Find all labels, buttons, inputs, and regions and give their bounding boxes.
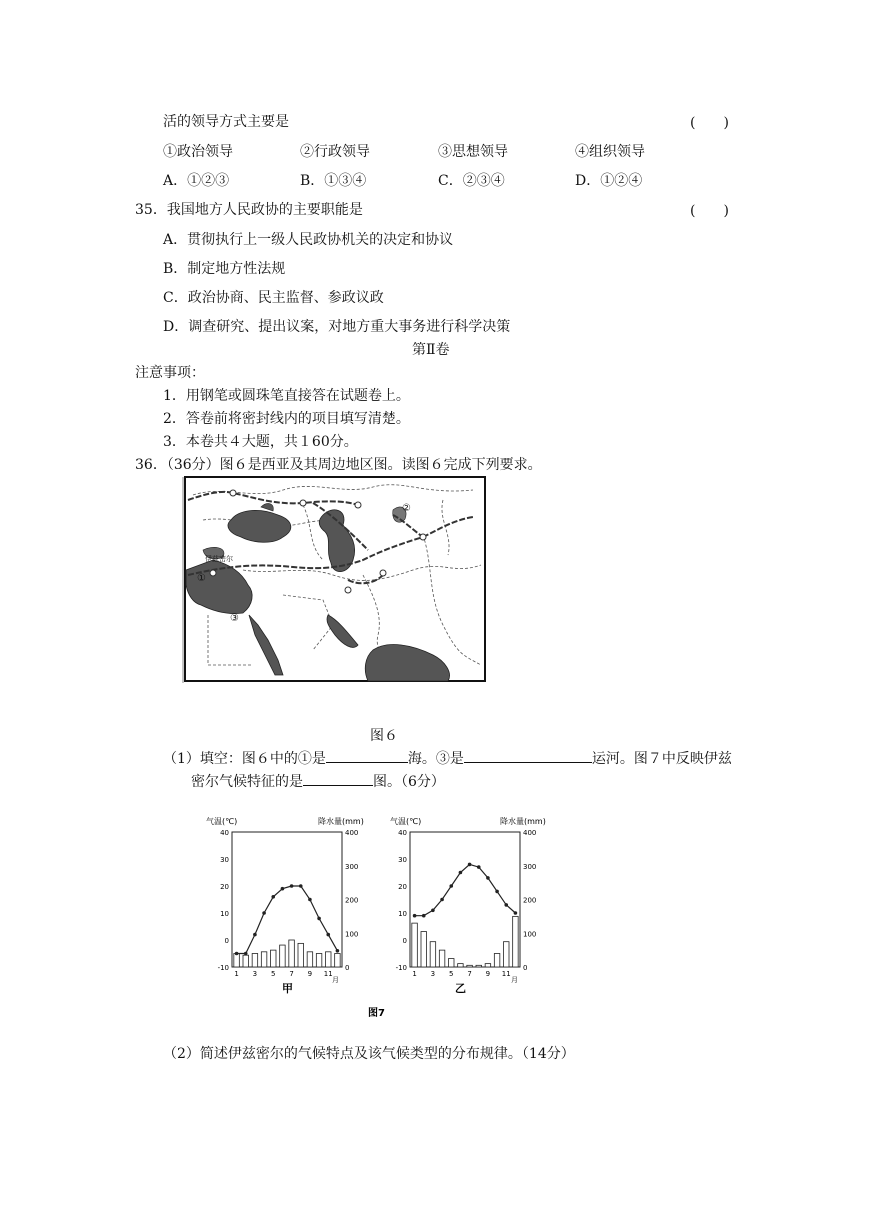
yi-title: 乙 [455,982,466,995]
yi-precip-bar [504,942,510,967]
yi-temperature-point [459,871,463,875]
jia-precip-bar [234,954,240,968]
q34-option-a: A．①②③ [163,173,230,189]
notes-title: 注意事项： [135,365,205,381]
q36-sub1-text-b: 海。③是 [407,751,464,767]
yi-temperature-point [477,865,481,869]
yi-precip-bar [439,950,445,967]
jia-precip-bar [261,952,266,967]
q35-stem: 35．我国地方人民政协的主要职能是 [135,202,363,218]
q34-option-b: B．①③④ [300,173,367,189]
yi-temp-tick-label: 40 [398,829,407,837]
yi-precip-tick-label: 0 [523,964,528,972]
q34-answer-paren: ( ) [690,115,729,131]
q35-option-a: A．贯彻执行上一级人民政协机关的决定和协议 [163,232,454,248]
q35-answer-paren: ( ) [690,203,729,219]
label-circle-3: ③ [230,613,239,624]
jia-temperature-point [235,952,239,956]
yi-month-tick-label: 5 [449,970,454,978]
yi-temperature-point [449,884,453,888]
jia-temperature-point [317,917,321,921]
q34-option-c: C．②③④ [438,173,505,189]
jia-precip-bar [243,955,249,967]
fig7-caption: 图7 [368,1008,385,1019]
yi-precip-bar [513,916,519,967]
yi-precip-bar [412,923,418,967]
q36-sub1-text-e: 图。（6分） [373,774,445,790]
yi-temp-tick-label: 30 [398,856,407,864]
jia-temperature-point [271,895,275,899]
yi-precip-bar [485,964,491,967]
jia-ylabel-right: 降水量(mm) [318,817,364,826]
yi-precip-bar [467,965,473,967]
yi-precip-bar [449,959,455,967]
jia-temperature-line [237,886,338,954]
jia-month-tick-label: 3 [252,970,258,978]
jia-precip-tick-label: 0 [345,964,350,972]
yi-precip-bar [430,942,436,967]
yi-month-tick-label: 9 [485,970,491,978]
q36-sub1-text-c: 运河。图７中反映伊兹 [591,751,732,767]
yi-month-tick-label: 3 [430,970,436,978]
jia-temperature-point [253,933,257,937]
jia-precip-bar [326,952,332,967]
q36-sub1-line1 [163,748,732,769]
jia-temp-tick-label: 20 [220,883,229,891]
yi-temperature-point [413,914,417,918]
jia-month-tick-label: 5 [271,970,276,978]
q34-item-3: ③思想领导 [438,144,508,160]
jia-temperature-point [299,884,303,888]
jia-temperature-point [281,887,285,891]
yi-temp-tick-label: -10 [395,964,407,972]
q34-item-1: ①政治领导 [163,144,233,160]
jia-temperature-point [336,949,340,953]
q36-stem: 36．（36分）图６是西亚及其周边地区图。读图６完成下列要求。 [135,457,542,473]
yi-xlabel: 月 [511,976,518,984]
jia-temp-tick-label: 30 [220,856,229,864]
yi-precip-tick-label: 400 [523,829,537,837]
chart-jia [206,816,364,995]
yi-precip-tick-label: 200 [523,896,537,905]
climate-charts [200,812,546,1027]
yi-precip-bar [421,932,427,967]
yi-temperature-point [431,909,435,913]
jia-precip-bar [289,940,295,967]
note-item-1: 1．用钢笔或圆珠笔直接答在试题卷上。 [163,388,410,404]
yi-temperature-point [440,898,444,902]
jia-precip-bar [307,952,313,967]
yi-temp-tick-label: 20 [398,883,407,891]
yi-temperature-point [495,890,499,894]
yi-month-tick-label: 11 [501,970,511,978]
yi-ylabel-right: 降水量(mm) [500,817,546,826]
q36-sub1-text-d: 密尔气候特征的是 [191,774,303,790]
answer-blank-3[interactable] [303,771,373,786]
yi-month-tick-label: 1 [412,970,417,978]
jia-temp-tick-label: -10 [217,964,229,972]
yi-temperature-line [415,864,516,915]
jia-temperature-point [290,884,294,888]
yi-precip-tick-label: 300 [523,862,537,871]
jia-temperature-point [308,898,312,902]
yi-precip-bar [458,964,464,967]
q35-option-b: B．制定地方性法规 [163,261,286,277]
jia-precip-bar [252,954,257,968]
jia-precip-tick-label: 300 [345,862,359,871]
jia-xlabel: 月 [332,976,339,984]
q34-stem-continuation: 活的领导方式主要是 [163,114,289,130]
q34-option-d: D．①②④ [575,173,643,189]
yi-temperature-point [486,876,490,880]
jia-temp-tick-label: 0 [224,937,229,945]
jia-precip-bar [271,950,277,967]
jia-temperature-point [262,911,266,915]
label-izmir: 伊兹密尔 [205,555,233,563]
west-asia-map [183,475,488,685]
jia-precip-bar [280,945,286,967]
jia-ylabel-left: 气温(℃) [206,817,238,826]
q34-item-4: ④组织领导 [575,144,645,160]
q35-option-d: D．调查研究、提出议案，对地方重大事务进行科学决策 [163,319,511,335]
fig6-caption: 图６ [370,728,398,744]
jia-temp-tick-label: 40 [220,829,229,837]
yi-precip-bar [476,965,482,967]
yi-temperature-point [422,914,426,918]
jia-precip-bar [316,954,322,968]
label-circle-1: ① [197,573,206,584]
note-item-3: 3．本卷共４大题，共１60分。 [163,434,358,450]
yi-temperature-point [468,863,472,867]
jia-precip-tick-label: 400 [345,829,359,837]
answer-blank-2[interactable] [464,748,592,763]
yi-temperature-point [514,911,518,915]
yi-ylabel-left: 气温(℃) [390,817,422,826]
yi-temperature-point [504,903,508,907]
jia-title: 甲 [282,982,293,995]
jia-month-tick-label: 11 [323,970,333,978]
yi-temp-tick-label: 0 [402,937,407,945]
jia-temperature-point [326,933,330,937]
jia-precip-tick-label: 200 [345,896,359,905]
jia-month-tick-label: 7 [289,970,294,978]
label-circle-2: ② [402,503,411,514]
q36-sub1-text-a: （1）填空：图６中的①是 [163,751,326,767]
q35-option-c: C．政治协商、民主监督、参政议政 [163,290,384,306]
jia-month-tick-label: 1 [234,970,239,978]
jia-temp-tick-label: 10 [220,910,229,918]
yi-temp-tick-label: 10 [398,910,407,918]
jia-precip-bar [298,943,304,967]
jia-precip-tick-label: 100 [345,930,359,939]
jia-temperature-point [244,952,248,956]
part2-title: 第Ⅱ卷 [412,342,450,358]
yi-precip-tick-label: 100 [523,930,537,939]
jia-precip-bar [335,954,341,968]
q36-sub1-line2 [191,771,445,792]
q36-sub2: （2）简述伊兹密尔的气候特点及该气候类型的分布规律。（14分） [163,1046,575,1062]
q34-item-2: ②行政领导 [300,144,370,160]
jia-month-tick-label: 9 [307,970,313,978]
yi-month-tick-label: 7 [467,970,472,978]
chart-yi [390,816,546,995]
note-item-2: 2．答卷前将密封线内的项目填写清楚。 [163,411,410,427]
answer-blank-1[interactable] [326,748,408,763]
yi-precip-bar [494,954,500,968]
